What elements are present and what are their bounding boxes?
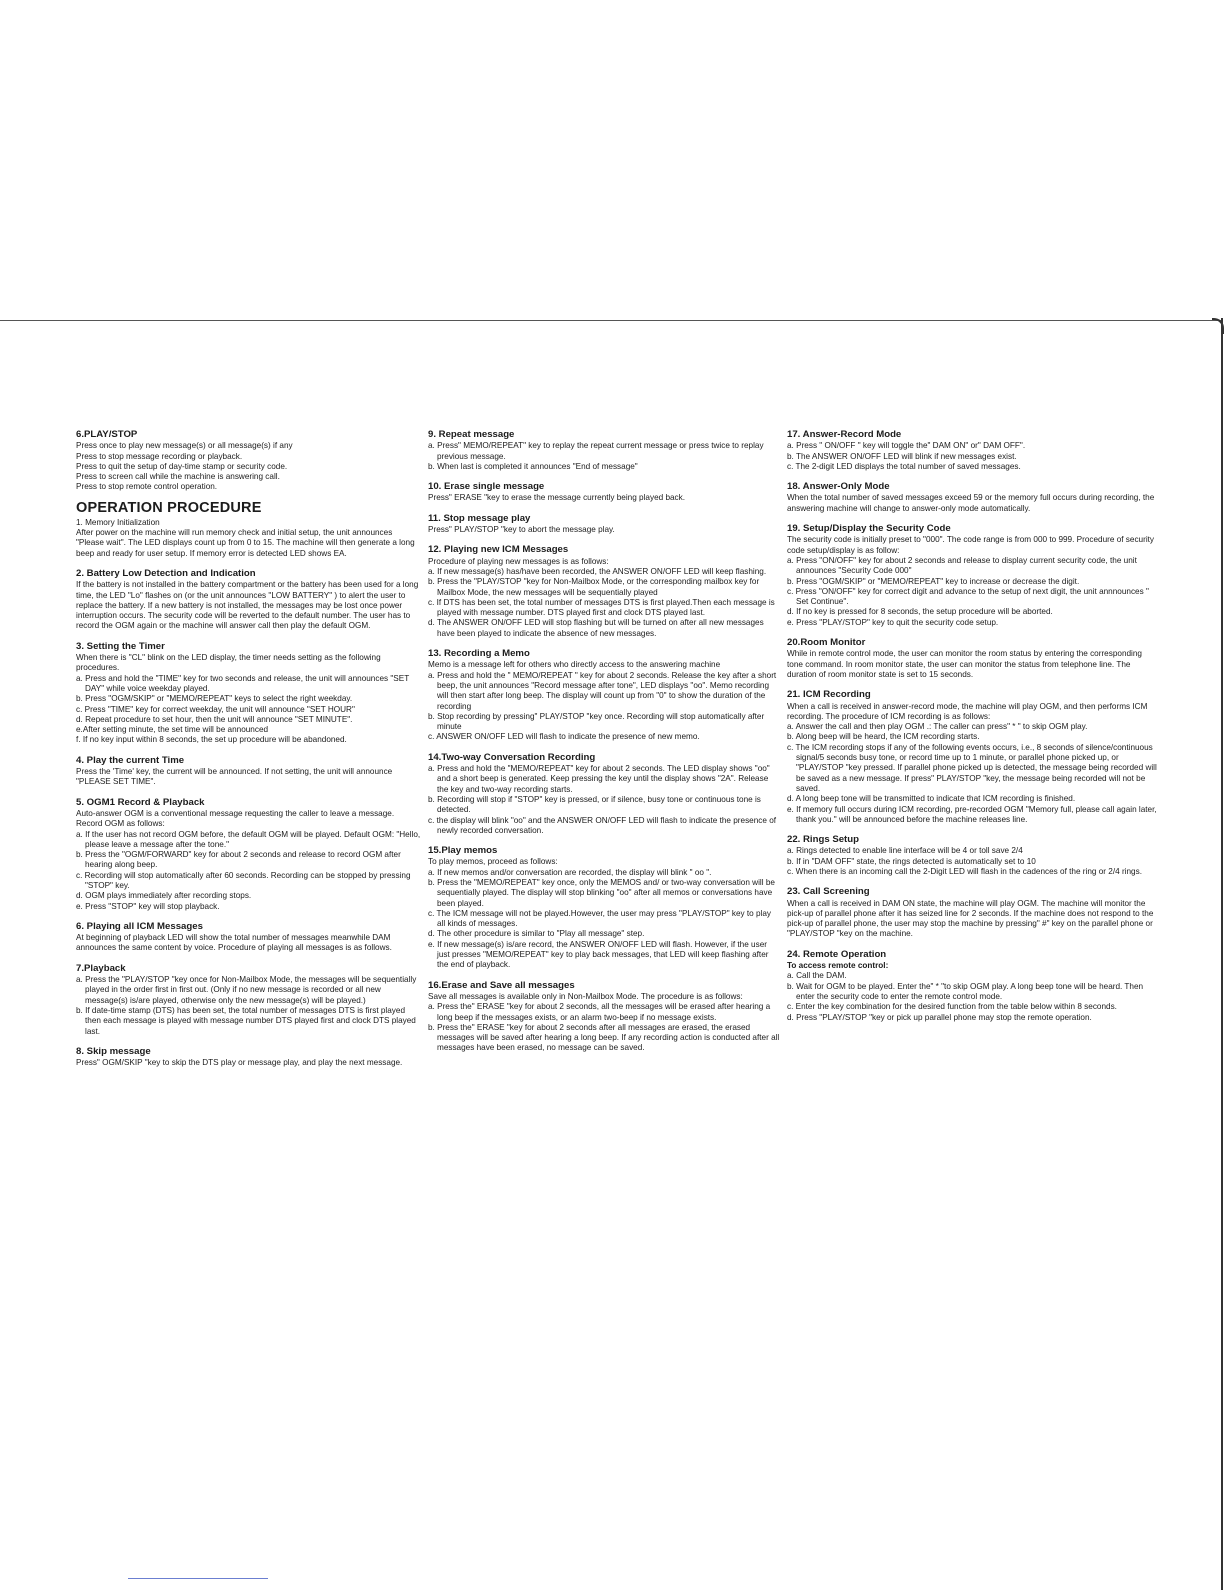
list-item: a. Press and hold the " MEMO/REPEAT " key for about 2 seconds. Release the key after a short beep, the unit announces "Record message after tone", LED displays "oo". Memo recording will then start after long beep. The display will count up from "0" to show the duration of the recording (428, 670, 777, 711)
list-item: a. Press " ON/OFF " key will toggle the" DAM ON" or" DAM OFF". (787, 441, 1026, 451)
section-heading: 22. Rings Setup (787, 834, 859, 846)
list-item: b. Press the "PLAY/STOP "key for Non-Mailbox Mode, or the corresponding mailbox key for Mailbox Mode, the new messages will be sequentially played (428, 577, 760, 597)
list-item: d. If no key is pressed for 8 seconds, the setup procedure will be aborted. (787, 607, 1053, 617)
list-item: b. Wait for OGM to be played. Enter the" * "to skip OGM play. A long beep tone will be heard. Then enter the security code to enter the remote control mode. (787, 981, 1144, 1001)
list-item: c. The ICM recording stops if any of the following events occurs, i.e., 8 seconds of silence/continuous signal/5 seconds busy tone, or record time up to 1 minute, or parallel phone picked up, or "PLAY/STOP "key pressed. If parallel phone picked up is detected, the message being recorded will be saved as a new message. If press" PLAY/STOP "key, the message being recorded will not be saved. (787, 742, 1157, 793)
section-heading: 4. Play the current Time (76, 754, 185, 766)
list-item: d. The other procedure is similar to "Play all message" step. (428, 929, 645, 939)
paragraph: Press to stop message recording or playback. (76, 451, 243, 461)
column-left (76, 430, 421, 1068)
section-heading: 14.Two-way Conversation Recording (428, 751, 596, 763)
section-heading: 6.PLAY/STOP (76, 429, 138, 440)
list-item: b. Stop recording by pressing" PLAY/STOP "key once. Recording will stop automatically after minute (428, 711, 765, 732)
list-item: d. Press "PLAY/STOP "key or pick up parallel phone may stop the remote operation. (787, 1012, 1092, 1022)
list-item: c. If DTS has been set, the total number of messages DTS is first played.Then each message is played with message number. DTS played first and clock DTS played last. (428, 597, 775, 618)
list-item: a. Press" MEMO/REPEAT" key to replay the repeat current message or press twice to replay previous message. (428, 441, 764, 461)
section-heading: 21. ICM Recording (787, 689, 871, 701)
section-heading: 17. Answer-Record Mode (787, 429, 902, 440)
list-item: b. Press the "OGM/FORWARD" key for about 2 seconds and release to record OGM after hearing along beep. (76, 850, 401, 870)
list-item: c. Enter the key combination for the desired function from the table below within 8 seconds. (787, 1002, 1117, 1012)
section-heading: 6. Playing all ICM Messages (76, 920, 203, 932)
section-heading: 19. Setup/Display the Security Code (787, 523, 951, 535)
list-item: e.After setting minute, the set time will be announced (76, 725, 269, 735)
list-item: c. the display will blink "oo" and the ANSWER ON/OFF LED will flash to indicate the presence of newly recorded conversation. (428, 815, 777, 835)
list-item: f. If no key input within 8 seconds, the set up procedure will be abandoned. (76, 735, 347, 745)
section-heading: 15.Play memos (428, 845, 498, 857)
list-item: a. Press the" ERASE "key for about 2 seconds, all the messages will be erased after hearing a long beep if the messages exists, or an alarm two-beep if no message exists. (428, 1002, 771, 1022)
list-item: b. Press the "MEMO/REPEAT" key once, only the MEMOS and/ or two-way conversation will be sequentially played. The display will stop blinking "oo" after all memos or conversations have been played. (428, 877, 775, 908)
list-item: a. Answer the call and then play OGM .: The caller can press" * " to skip OGM play. (787, 722, 1088, 732)
paragraph: When a call is received in answer-record mode, the machine will play OGM, and then performs ICM recording. The procedure of ICM recording is as follows: (787, 701, 1148, 721)
list-item: b. Press "OGM/SKIP" or "MEMO/REPEAT" key to increase or decrease the digit. (787, 576, 1080, 586)
paragraph: Procedure of playing new messages is as follows: (428, 556, 609, 566)
page-title: OPERATION PROCEDURE (76, 499, 262, 516)
paragraph: At beginning of playback LED will show the total number of messages meanwhile DAM announces the same content by voice. Procedure of playing all messages is as follows. (76, 933, 392, 953)
list-item: b. If in "DAM OFF" state, the rings detected is automatically set to 10 (787, 856, 1036, 866)
paragraph: When a call is received in DAM ON state, the machine will play OGM. The machine will monitor the pick-up of parallel phone after it has seized line for 2 seconds. If the machine does not respond to the pick-up of parallel phone, the user may stop the machine by pressing" #" key on the parallel phone or "PLAY/STOP "key on the machine. (787, 898, 1154, 939)
list-item: a. If new memos and/or conversation are recorded, the display will blink " oo ". (428, 867, 712, 877)
paragraph: Save all messages is available only in Non-Mailbox Mode. The procedure is as follows: (428, 991, 743, 1001)
paragraph: Auto-answer OGM is a conventional message requesting the caller to leave a message. Record OGM as follows: (76, 808, 395, 829)
section-heading: 11. Stop message play (428, 512, 531, 524)
paragraph: When there is "CL" blink on the LED display, the timer needs setting as the following procedures. (76, 653, 381, 673)
paragraph: If the battery is not installed in the battery compartment or the battery has been used for a long time, the LED "Lo" flashes on (or the unit announces "LOW BATTERY" ) to alert the user to replace the battery. If a new battery is not installed, the messages may be lost once power interruption occurs. The security code will be reverted to the default number. The user has to record the OGM again or the machine will answer call then play the default OGM. (76, 580, 419, 631)
section-heading: 23. Call Screening (787, 886, 870, 898)
section-heading: 5. OGM1 Record & Playback (76, 796, 205, 808)
section-heading: 16.Erase and Save all messages (428, 979, 575, 991)
list-item: c. The 2-digit LED displays the total number of saved messages. (787, 461, 1021, 471)
paragraph: Press" PLAY/STOP "key to abort the message play. (428, 525, 615, 535)
section-heading: 18. Answer-Only Mode (787, 481, 890, 493)
list-item: b. Along beep will be heard, the ICM recording starts. (787, 732, 980, 742)
list-item: e. If new message(s) is/are record, the ANSWER ON/OFF LED will flash. However, if the user just presses "MEMO/REPEAT" key to play back messages, that LED will keep flashing after the end of playback. (428, 939, 769, 970)
list-item: e. Press "PLAY/STOP" key to quit the security code setup. (787, 617, 999, 627)
list-item: d. A long beep tone will be transmitted to indicate that ICM recording is finished. (787, 794, 1076, 804)
list-item: b. When last is completed it announces "End of message" (428, 461, 638, 471)
section-heading: 24. Remote Operation (787, 948, 887, 960)
right-edge-line (1221, 318, 1223, 1590)
paragraph: The security code is initially preset to "000". The code range is from 000 to 999. Procedure of security code setup/display is as follow: (787, 535, 1155, 555)
list-item: a. Press "ON/OFF" key for about 2 seconds and release to display current security code, the unit announces "Security Code 000" (787, 555, 1137, 576)
list-item: a. Press and hold the "MEMO/REPEAT" key for about 2 seconds. The LED display shows "oo" and a short beep is generated. Keep pressing the key until the display shows "2A". Release the key and two-way recording starts. (428, 764, 770, 794)
section-heading: 8. Skip message (76, 1045, 151, 1057)
list-item: a. Press the "PLAY/STOP "key once for Non-Mailbox Mode, the messages will be sequentially played in the order first in first out. (Only if no new message is recorded or all new message(s) is/are played, otherwise only the new message(s) will be played.) (76, 975, 417, 1005)
list-item: c. Press "TIME" key for correct weekday, the unit will announce "SET HOUR" (76, 704, 355, 714)
paragraph: Press" ERASE "key to erase the message currently being played back. (428, 493, 686, 503)
top-edge-line (0, 320, 1222, 321)
list-item: d. OGM plays immediately after recording stops. (76, 891, 252, 901)
paragraph: Memo is a message left for others who directly access to the answering machine (428, 660, 721, 670)
paragraph: Press to stop remote control operation. (76, 482, 218, 492)
list-item: c. The ICM message will not be played.However, the user may press "PLAY/STOP" key to play all kinds of messages. (428, 908, 772, 929)
column-middle (428, 430, 780, 1054)
subheading: To access remote control: (787, 961, 889, 971)
bottom-link-underline (128, 1578, 268, 1579)
paragraph: While in remote control mode, the user can monitor the room status by entering the corresponding tone command. In room monitor state, the user can monitor the status from telephone line. The duration of room monitor state is set to 15 seconds. (787, 649, 1142, 679)
section-heading: 2. Battery Low Detection and Indication (76, 567, 256, 579)
paragraph: When the total number of saved messages exceed 59 or the memory full occurs during recording, the answering machine will change to answer-only mode automatically. (787, 493, 1155, 513)
list-item: e. If memory full occurs during ICM recording, pre-recorded OGM "Memory full, please call again later, thank you." will be announced before the machine releases line. (787, 804, 1157, 824)
list-item: b. Press "OGM/SKIP" or "MEMO/REPEAT" keys to select the right weekday. (76, 694, 353, 704)
column-right (787, 430, 1159, 1023)
paragraph: Press to screen call while the machine is answering call. (76, 472, 280, 482)
list-item: d. Repeat procedure to set hour, then the unit will announce "SET MINUTE". (76, 714, 353, 724)
section-heading: 7.Playback (76, 962, 126, 974)
paragraph: Press to quit the setup of day-time stamp or security code. (76, 461, 288, 471)
paragraph: After power on the machine will run memory check and initial setup, the unit announces "Please wait". The LED displays count up from 0 to 15. The machine will then generate a long beep and ready for user setup. If memory error is detected LED shows EA. (76, 528, 415, 558)
list-item: b. Recording will stop if "STOP" key is pressed, or if silence, busy tone or continuous tone is detected. (428, 794, 761, 815)
paragraph: 1. Memory Initialization (76, 517, 160, 527)
list-item: c. Press "ON/OFF" key for correct digit and advance to the setup of next digit, the unit annnounces " Set Continue". (787, 586, 1149, 607)
list-item: b. If date-time stamp (DTS) has been set, the total number of messages DTS is first played then each message is played with message number DTS played first and clock DTS played last. (76, 1005, 416, 1036)
list-item: c. ANSWER ON/OFF LED will flash to indicate the presence of new memo. (428, 732, 700, 742)
list-item: a. If the user has not record OGM before, the default OGM will be played. Default OGM: "Hello, please leave a message after the tone." (76, 829, 421, 849)
paragraph: Press the 'Time' key, the current will be announced. If not setting, the unit will announce "PLEASE SET TIME". (76, 767, 393, 787)
section-heading: 3. Setting the Timer (76, 640, 165, 652)
list-item: c. When there is an incoming call the 2-Digit LED will flash in the cadences of the ring or 2/4 rings. (787, 866, 1142, 876)
list-item: d. The ANSWER ON/OFF LED will stop flashing but will be turned on after all new messages have been played to indicate the absence of new messages. (428, 618, 764, 638)
list-item: c. Recording will stop automatically after 60 seconds. Recording can be stopped by pressing "STOP" key. (76, 870, 411, 890)
list-item: b. Press the" ERASE "key for about 2 seconds after all messages are erased, the erased messages will be saved after hearing a long beep. If any recording action is conducted after all messages have been erased, no message can be saved. (428, 1022, 780, 1053)
section-heading: 13. Recording a Memo (428, 648, 530, 660)
section-heading: 20.Room Monitor (787, 637, 866, 649)
section-heading: 9. Repeat message (428, 429, 515, 440)
paragraph: Press" OGM/SKIP "key to skip the DTS play or message play, and play the next message. (76, 1058, 403, 1068)
list-item: a. If new message(s) has/have been recorded, the ANSWER ON/OFF LED will keep flashing. (428, 566, 767, 576)
list-item: e. Press "STOP" key will stop playback. (76, 901, 220, 911)
section-heading: 12. Playing new ICM Messages (428, 544, 569, 556)
section-heading: 10. Erase single message (428, 481, 545, 493)
list-item: a. Call the DAM. (787, 971, 847, 981)
paragraph: Press once to play new message(s) or all message(s) if any (76, 441, 293, 451)
list-item: a. Rings detected to enable line interface will be 4 or toll save 2/4 (787, 846, 1023, 856)
list-item: a. Press and hold the "TIME" key for two seconds and release, the unit will announces "SET DAY" while voice weekday played. (76, 673, 410, 693)
paragraph: To play memos, proceed as follows: (428, 857, 558, 867)
list-item: b. The ANSWER ON/OFF LED will blink if new messages exist. (787, 451, 1017, 461)
